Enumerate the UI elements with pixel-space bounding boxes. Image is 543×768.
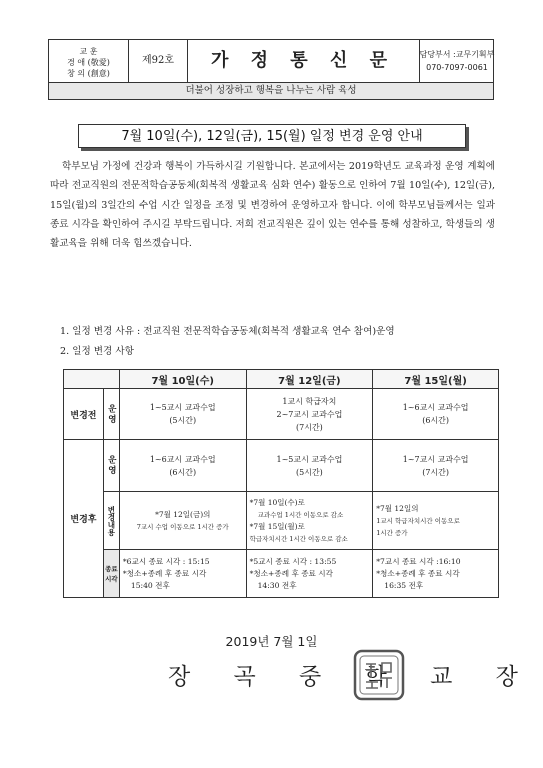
newsletter-header (48, 39, 494, 83)
change-label: 변경내용 (103, 492, 119, 550)
column-header: 7월 10일(수) (119, 370, 246, 389)
before-cell-3: 1~6교시 교과수업 (6시간) (373, 389, 499, 440)
schedule-table (63, 369, 499, 598)
slogan-bar: 더불어 성장하고 행복을 나누는 사람 육성 (48, 83, 494, 100)
table-header-row (64, 370, 499, 389)
phone-number: 070-7097-0061 (426, 63, 488, 72)
notice-title: 7월 10일(수), 12일(금), 15(월) 일정 변경 운영 안내 (78, 124, 466, 148)
list-item-1: 1. 일정 변경 사유 : 전교직원 전문적학습공동체(회복적 생활교육 연수 참여)운영 (60, 326, 395, 337)
table-row (64, 440, 499, 492)
change-cell-1: *7월 12일(금)의 7교시 수업 이동으로 1시간 증가 (119, 492, 246, 550)
seal-icon (352, 648, 406, 702)
department: 담당부서 :교무기획부 (419, 50, 495, 59)
motto-2: 창 의 (創意) (67, 69, 110, 78)
change-cell-3: *7월 12일의 1교시 학급자치시간 이동으로 1시간 증가 (373, 492, 499, 550)
issue-number: 제92호 (129, 40, 188, 82)
motto-1: 경 애 (敬愛) (67, 58, 110, 67)
corner-cell (64, 370, 120, 389)
body-paragraph: 학부모님 가정에 건강과 행복이 가득하시길 기원합니다. 본교에서는 2019학년도 교육과정 운영 계획에 따라 전교직원의 전문적학습공동체(회복적 생활교육 심화 연수) 활동으로 인하여 7월 10일(수), 12일(금), 15일(월)의 3일간의 수업 시간 일정을 조정 및 변경하여 운영하고자 합니다. 이에 학부모님들께서는 일과 종료 시각을 확인하여 주시길 부탁드립니다. 저희 전교직원은 깊이 있는 연수를 통해 성찰하고, 학생들의 생활교육을 위해 더욱 힘쓰겠습니다. (50, 161, 495, 250)
principal-signature: 장 곡 중 학 교 장 (168, 664, 536, 690)
table-row (64, 389, 499, 440)
notice-body (50, 157, 495, 253)
op-label: 운영 (103, 440, 119, 492)
row-label-before: 변경전 (64, 389, 104, 440)
after-op-cell-2: 1~5교시 교과수업 (5시간) (246, 440, 373, 492)
issue-date: 2019년 7월 1일 (225, 634, 318, 649)
end-cell-3: *7교시 종료 시각 :16:10 *청소+종례 후 종료 시각 16:35 전후 (373, 550, 499, 598)
end-time-label: 종료 시각 (103, 550, 119, 598)
column-header: 7월 12일(금) (246, 370, 373, 389)
school-motto-cell (49, 40, 129, 82)
column-header: 7월 15일(월) (373, 370, 499, 389)
newsletter-title: 가 정 통 신 문 (187, 40, 420, 82)
contact-cell (419, 40, 495, 82)
op-label: 운영 (103, 389, 119, 440)
after-op-cell-1: 1~6교시 교과수업 (6시간) (119, 440, 246, 492)
before-cell-1: 1~5교시 교과수업 (5시간) (119, 389, 246, 440)
school-seal-stamp (352, 648, 406, 702)
before-cell-2: 1교시 학급자치 2~7교시 교과수업 (7시간) (246, 389, 373, 440)
change-cell-2: *7월 10일(수)로 교과수업 1시간 이동으로 감소 *7월 15일(월)로 학급자치시간 1시간 이동으로 감소 (246, 492, 373, 550)
table-row (64, 492, 499, 550)
motto-label: 교 훈 (79, 47, 98, 56)
end-cell-2: *5교시 종료 시각 : 13:55 *청소+종례 후 종료 시각 14:30 전후 (246, 550, 373, 598)
row-label-after: 변경후 (64, 440, 104, 598)
table-row (64, 550, 499, 598)
end-cell-1: *6교시 종료 시각 : 15:15 *청소+종례 후 종료 시각 15:40 전후 (119, 550, 246, 598)
list-item-2: 2. 일정 변경 사항 (60, 346, 134, 357)
after-op-cell-3: 1~7교시 교과수업 (7시간) (373, 440, 499, 492)
